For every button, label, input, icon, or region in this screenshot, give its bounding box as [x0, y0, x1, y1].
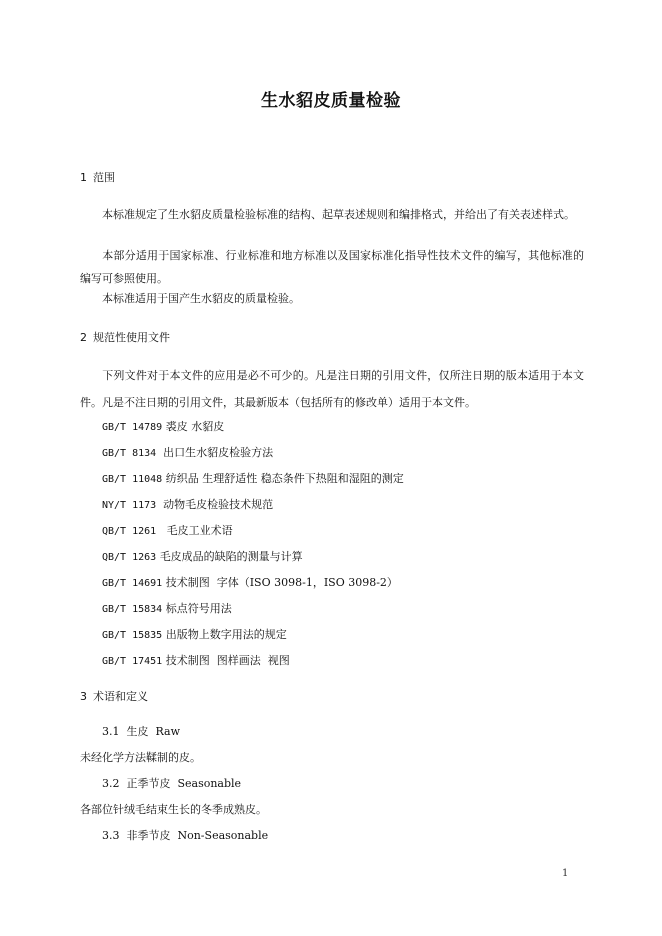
reference-title: 毛皮工业术语: [159, 524, 233, 537]
reference-code: GB/T 15834: [102, 604, 163, 615]
references-intro: [80, 362, 584, 416]
paragraph-text: 本部分适用于国家标准、行业标准和地方标准以及国家标准化指导性技术文件的编写，其他标准的编写可参照使用。: [80, 249, 584, 285]
scope-paragraph-3: [80, 287, 584, 310]
reference-item: [102, 522, 233, 538]
reference-item: [102, 652, 290, 668]
reference-title: 动物毛皮检验技术规范: [159, 498, 274, 511]
reference-code: GB/T 17451: [102, 656, 163, 667]
reference-title: 裘皮 水貂皮: [165, 420, 225, 433]
page-number: 1: [562, 868, 569, 879]
reference-title: 标点符号用法: [165, 602, 232, 615]
reference-item: [102, 600, 232, 616]
paragraph-text: 本标准适用于国产生水貂皮的质量检验。: [102, 292, 300, 305]
term-label: 3.2 正季节皮 Seasonable: [102, 777, 242, 790]
document-title: 生水貂皮质量检验: [261, 91, 401, 111]
reference-title: 技术制图 字体（ISO 3098-1，ISO 3098-2）: [165, 576, 398, 589]
section-number: 3: [80, 690, 87, 703]
term-label: 3.1 生皮 Raw: [102, 725, 180, 738]
reference-code: GB/T 14691: [102, 578, 163, 589]
reference-title: 出版物上数字用法的规定: [165, 628, 287, 641]
reference-title: 技术制图 图样画法 视图: [165, 654, 290, 667]
reference-code: QB/T 1263: [102, 552, 157, 563]
section-heading-scope: [80, 169, 115, 185]
scope-paragraph-1: [80, 203, 584, 226]
section-title: 术语和定义: [93, 690, 148, 703]
reference-item: [102, 626, 287, 642]
section-title: 范围: [93, 171, 115, 184]
term-definition: 未经化学方法鞣制的皮。: [80, 751, 201, 764]
reference-title: 毛皮成品的缺陷的测量与计算: [159, 550, 303, 563]
reference-item: [102, 418, 224, 434]
reference-code: NY/T 1173: [102, 500, 157, 511]
reference-item: [102, 470, 404, 486]
section-heading-normative-references: [80, 329, 170, 345]
section-title: 规范性使用文件: [93, 331, 170, 344]
term-label: 3.3 非季节皮 Non-Seasonable: [102, 829, 269, 842]
reference-title: 纺织品 生理舒适性 稳态条件下热阻和湿阻的测定: [165, 472, 404, 485]
reference-code: GB/T 8134: [102, 448, 157, 459]
reference-title: 出口生水貂皮检验方法: [159, 446, 274, 459]
reference-item: [102, 548, 303, 564]
section-number: 2: [80, 331, 87, 344]
reference-code: GB/T 14789: [102, 422, 163, 433]
reference-item: [102, 574, 398, 590]
reference-code: GB/T 15835: [102, 630, 163, 641]
section-number: 1: [80, 171, 87, 184]
reference-item: [102, 444, 273, 460]
reference-code: QB/T 1261: [102, 526, 157, 537]
term-definition: 各部位针绒毛结束生长的冬季成熟皮。: [80, 803, 267, 816]
paragraph-text: 本标准规定了生水貂皮质量检验标准的结构、起草表述规则和编排格式，并给出了有关表述样式。: [102, 208, 575, 221]
section-heading-terms-definitions: [80, 688, 148, 704]
paragraph-text: 下列文件对于本文件的应用是必不可少的。凡是注日期的引用文件，仅所注日期的版本适用于本文件。凡是不注日期的引用文件，其最新版本（包括所有的修改单）适用于本文件。: [80, 369, 584, 409]
scope-paragraph-2: [80, 244, 584, 290]
reference-code: GB/T 11048: [102, 474, 163, 485]
reference-item: [102, 496, 273, 512]
